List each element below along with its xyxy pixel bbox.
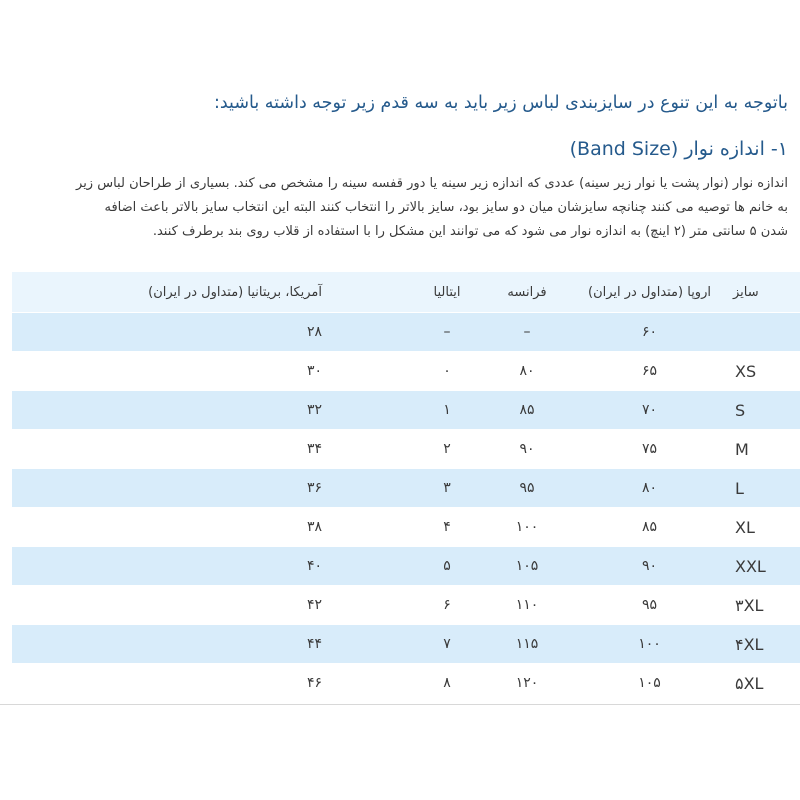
cell-us-uk: ۳۰ <box>12 352 412 391</box>
cell-europe: ۷۰ <box>572 391 727 430</box>
paragraph-line: شدن ۵ سانتی متر (۲ اینچ) به اندازه نوار می شود که می توانند این مشکل را با استفاده از قلاب روی بند برطرف کنند. <box>152 224 788 239</box>
cell-europe: ۱۰۵ <box>572 664 727 703</box>
cell-europe: ۱۰۰ <box>572 625 727 664</box>
cell-us-uk: ۴۶ <box>12 664 412 703</box>
table-row <box>12 469 800 508</box>
cell-france: ۹۵ <box>482 469 572 508</box>
cell-us-uk: ۴۴ <box>12 625 412 664</box>
cell-size: ۳XL <box>727 586 800 625</box>
section-heading: ۱- اندازه نوار (Band Size) <box>569 138 788 160</box>
header-france: فرانسه <box>482 272 572 313</box>
cell-italy: ۸ <box>412 664 482 703</box>
table-header-row <box>12 272 800 313</box>
header-italy: ایتالیا <box>412 272 482 313</box>
cell-size: XS <box>727 352 800 391</box>
cell-france: ۸۵ <box>482 391 572 430</box>
cell-us-uk: ۳۶ <box>12 469 412 508</box>
cell-europe: ۶۰ <box>572 313 727 352</box>
cell-italy: ۴ <box>412 508 482 547</box>
divider <box>0 704 800 705</box>
table-row <box>12 625 800 664</box>
cell-us-uk: ۳۸ <box>12 508 412 547</box>
cell-europe: ۹۰ <box>572 547 727 586</box>
cell-size: ۵XL <box>727 664 800 703</box>
intro-text: باتوجه به این تنوع در سایزبندی لباس زیر باید به سه قدم زیر توجه داشته باشید: <box>213 93 788 113</box>
cell-italy: ۱ <box>412 391 482 430</box>
table-body <box>12 313 800 703</box>
cell-france: ۱۰۵ <box>482 547 572 586</box>
header-europe: اروپا (متداول در ایران) <box>572 272 727 313</box>
paragraph-line: به خانم ها توصیه می کنند چنانچه سایزشان میان دو سایز بود، سایز بالاتر را انتخاب کنند البته این انتخاب سایز بالاتر باعث اضافه <box>104 200 788 215</box>
cell-france: ۱۱۵ <box>482 625 572 664</box>
cell-europe: ۸۰ <box>572 469 727 508</box>
size-table <box>12 272 800 703</box>
cell-size <box>727 313 800 352</box>
header-us-uk: آمریکا، بریتانیا (متداول در ایران) <box>12 272 412 313</box>
table-row <box>12 313 800 352</box>
cell-italy: – <box>412 313 482 352</box>
table-row <box>12 430 800 469</box>
cell-europe: ۶۵ <box>572 352 727 391</box>
table-row <box>12 547 800 586</box>
cell-france: ۱۲۰ <box>482 664 572 703</box>
cell-france: – <box>482 313 572 352</box>
table-row <box>12 508 800 547</box>
cell-italy: ۷ <box>412 625 482 664</box>
cell-size: ۴XL <box>727 625 800 664</box>
cell-size: S <box>727 391 800 430</box>
cell-italy: ۵ <box>412 547 482 586</box>
cell-europe: ۹۵ <box>572 586 727 625</box>
table-row <box>12 586 800 625</box>
cell-france: ۱۱۰ <box>482 586 572 625</box>
cell-us-uk: ۲۸ <box>12 313 412 352</box>
cell-italy: ۲ <box>412 430 482 469</box>
cell-us-uk: ۳۴ <box>12 430 412 469</box>
header-size: سایز <box>727 272 800 313</box>
table-row <box>12 352 800 391</box>
cell-size: M <box>727 430 800 469</box>
table-row <box>12 391 800 430</box>
cell-europe: ۸۵ <box>572 508 727 547</box>
cell-italy: ۳ <box>412 469 482 508</box>
cell-italy: ۰ <box>412 352 482 391</box>
cell-italy: ۶ <box>412 586 482 625</box>
table-row <box>12 664 800 703</box>
cell-us-uk: ۴۲ <box>12 586 412 625</box>
cell-size: XXL <box>727 547 800 586</box>
cell-europe: ۷۵ <box>572 430 727 469</box>
cell-us-uk: ۴۰ <box>12 547 412 586</box>
description-paragraph <box>6 172 788 244</box>
cell-france: ۹۰ <box>482 430 572 469</box>
cell-size: L <box>727 469 800 508</box>
paragraph-line: اندازه نوار (نوار پشت یا نوار زیر سینه) عددی که اندازه زیر سینه یا دور قفسه سینه را مشخص می کند. بسیاری از طراحان لباس زیر <box>76 176 788 191</box>
cell-size: XL <box>727 508 800 547</box>
cell-us-uk: ۳۲ <box>12 391 412 430</box>
cell-france: ۱۰۰ <box>482 508 572 547</box>
cell-france: ۸۰ <box>482 352 572 391</box>
